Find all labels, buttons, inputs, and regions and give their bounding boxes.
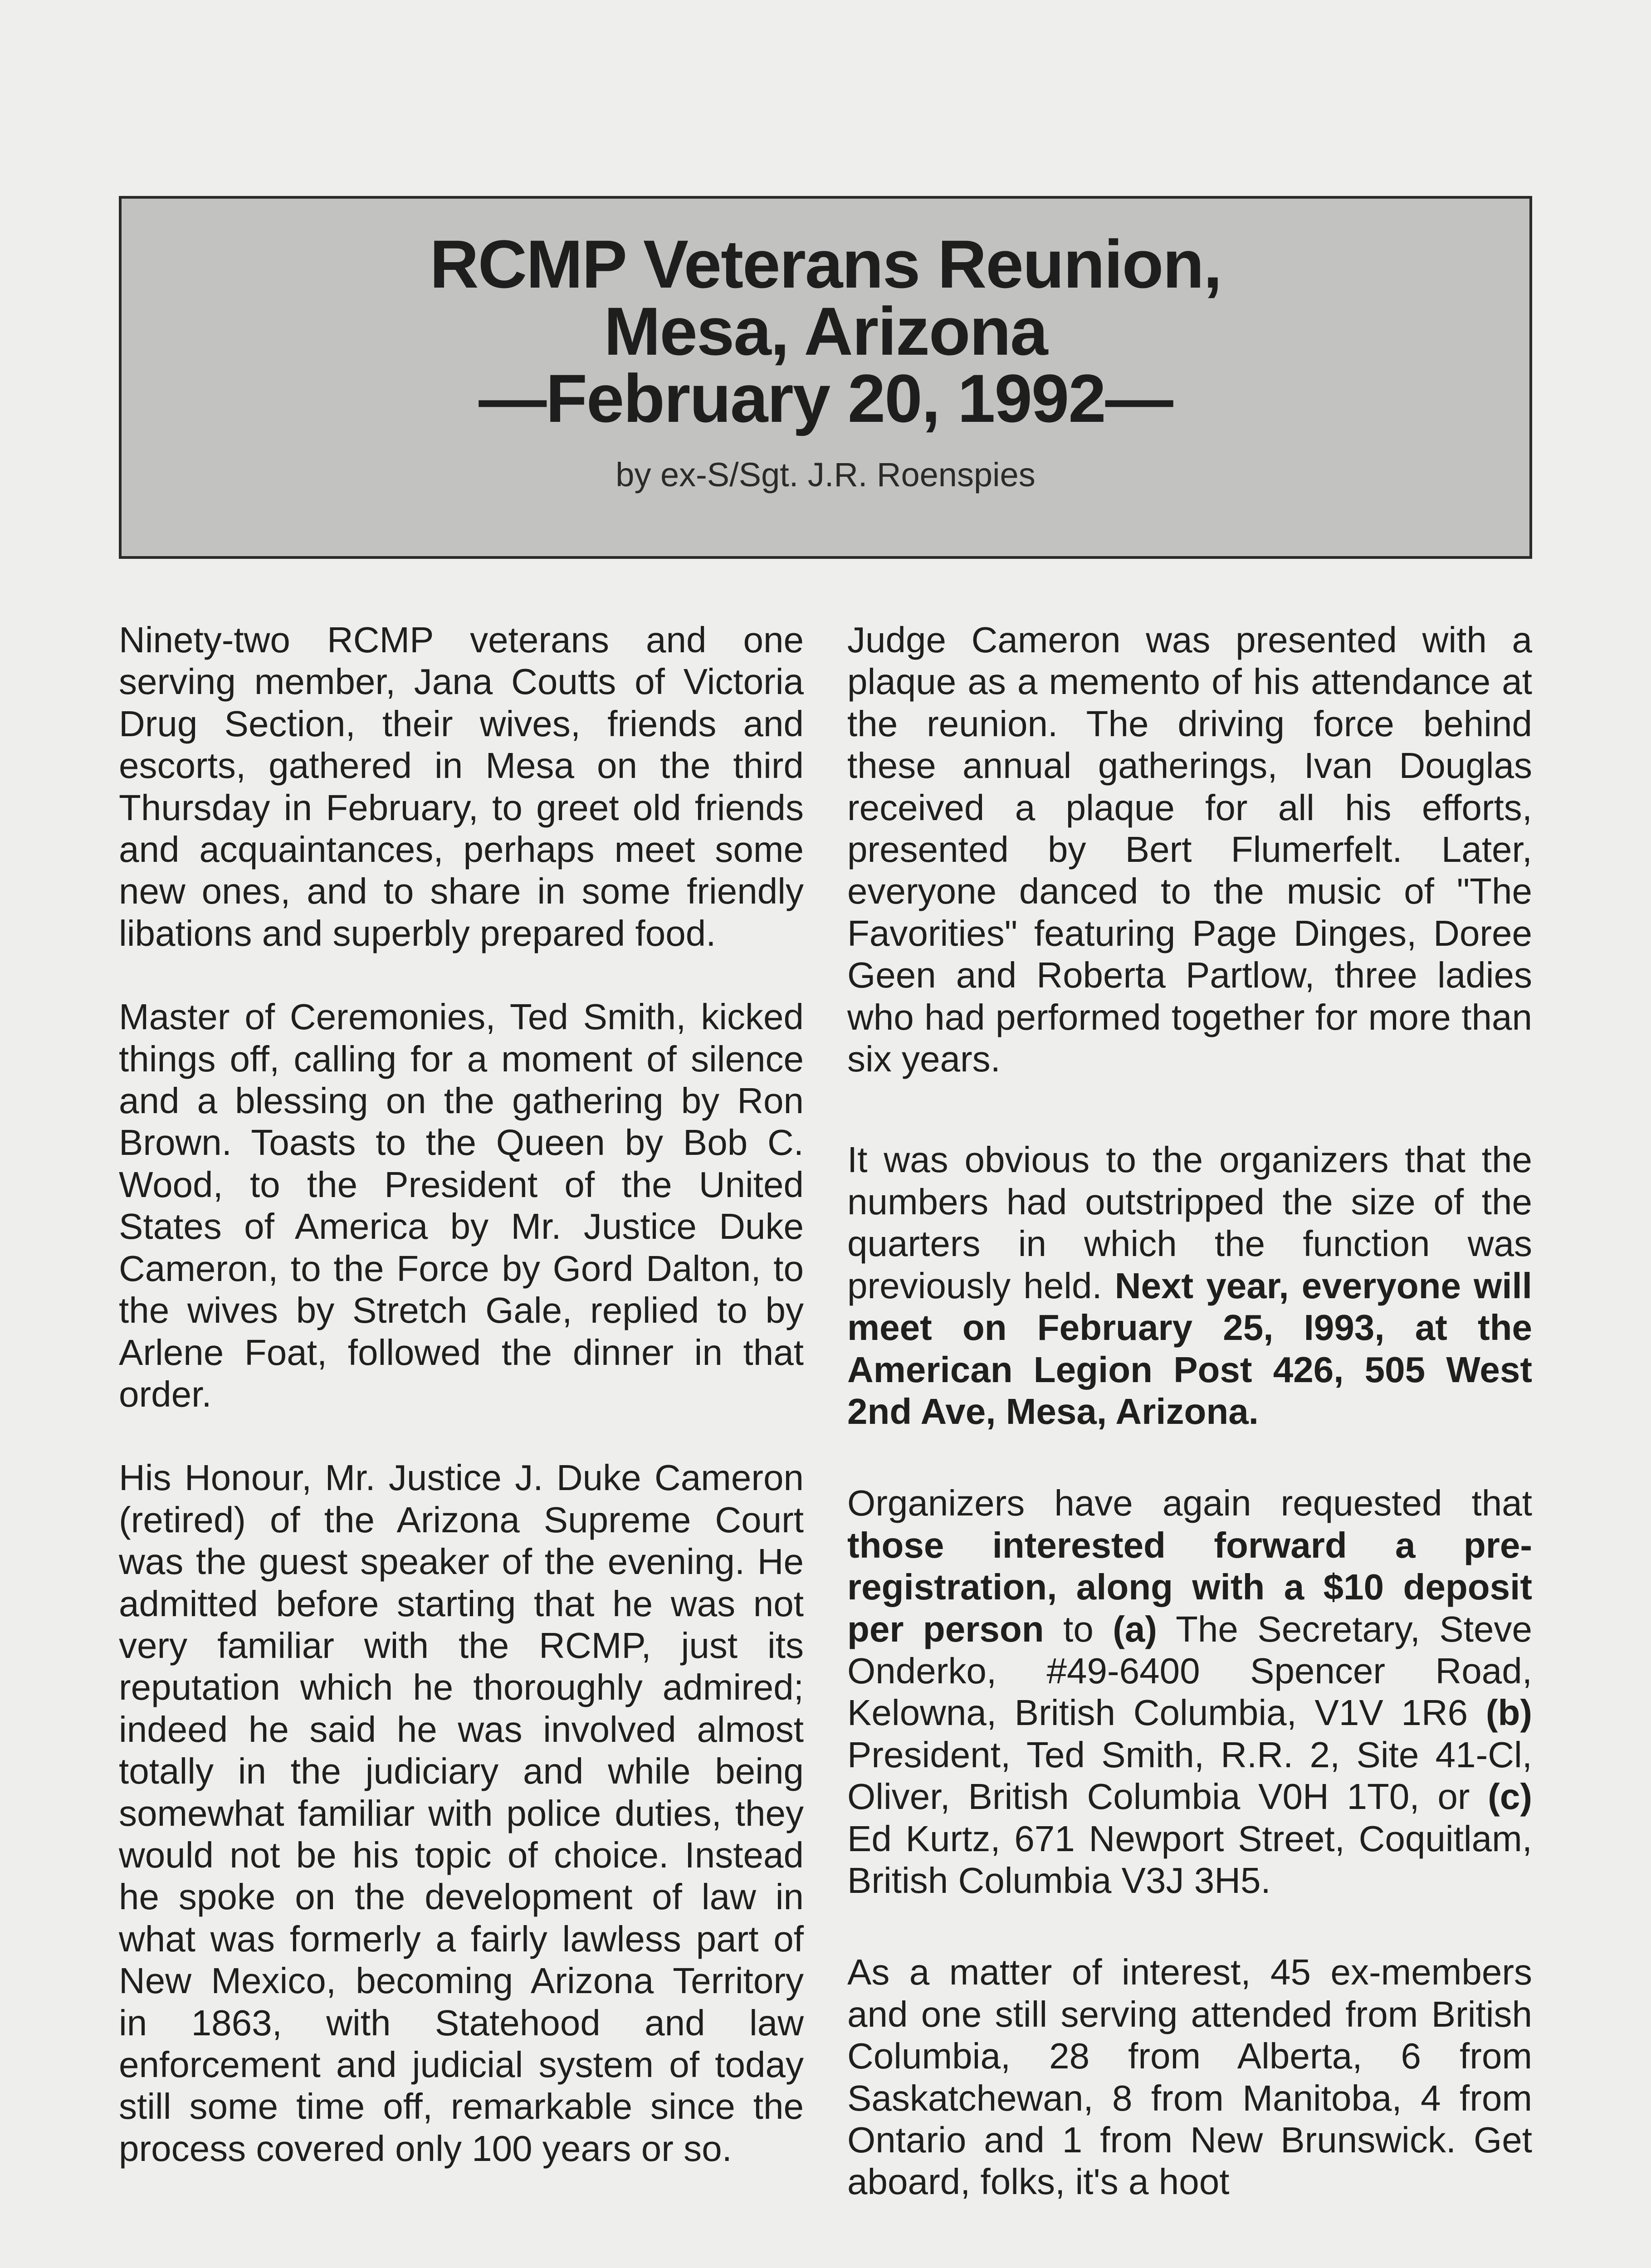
- article-title-line-1: RCMP Veterans Reunion,: [430, 226, 1221, 302]
- paragraph-5-text: It was obvious to the organizers that the numbers had outstripped the size of the quarters in which the function was previously held.: [847, 1139, 1532, 1306]
- next-year-announcement: Next year, everyone will meet on February 25, I993, at the American Legion Post 426, 505 West 2nd Ave, Mesa, Arizona.: [847, 1265, 1533, 1432]
- paragraph-3: His Honour, Mr. Justice J. Duke Cameron (retired) of the Arizona Supreme Court was the guest speaker of the evening. He admitted before starting that he was not very familiar with the RCMP, just its reputation which he thoroughly admired; indeed he said he was involved almost totally in the judiciary and while being somewhat familiar with police duties, they would not be his topic of choice. Instead he spoke on the development of law in what was formerly a fairly lawless part of New Mexico, becoming Arizona Territory in 1863, with Statehood and law enforcement and judicial system of today still some time off, remarkable since the process covered only 100 years or so.: [119, 1457, 804, 2169]
- right-column: [847, 619, 1532, 2245]
- president-address: President, Ted Smith, R.R. 2, Site 41-Cl, Oliver, British Columbia V0H 1T0, or: [847, 1734, 1532, 1817]
- option-b-label: (b): [1485, 1692, 1532, 1733]
- title-box: [119, 196, 1532, 559]
- article-title-line-2: Mesa, Arizona: [604, 293, 1047, 369]
- paragraph-6: [847, 1482, 1532, 1901]
- paragraph-2: Master of Ceremonies, Ted Smith, kicked things off, calling for a moment of silence and a blessing on the gathering by Ron Brown. Toasts to the Queen by Bob C. Wood, to the President of the United States of America by Mr. Justice Duke Cameron, to the Force by Gord Dalton, to the wives by Stretch Gale, replied to by Arlene Foat, followed the dinner in that order.: [119, 997, 804, 1414]
- option-c-label: (c): [1488, 1776, 1532, 1817]
- paragraph-1: Ninety-two RCMP veterans and one serving member, Jana Coutts of Victoria Drug Section, their wives, friends and escorts, gathered in Mesa on the third Thursday in February, to greet old friends and acquaintances, perhaps meet some new ones, and to share in some friendly libations and superbly prepared food.: [119, 620, 804, 953]
- secretary-address: The Secretary, Steve Onderko, #49-6400 Spencer Road, Kelowna, British Columbia, V1V 1R6: [847, 1608, 1533, 1733]
- paragraph-7: As a matter of interest, 45 ex-members and one still serving attended from British Columbia, 28 from Alberta, 6 from Saskatchewan, 8 from Manitoba, 4 from Ontario and 1 from New Brunswick. Get aboard, folks, it's a hoot: [847, 1952, 1532, 2202]
- left-column: [119, 619, 804, 2211]
- option-a-label: (a): [1113, 1608, 1158, 1649]
- byline: by ex-S/Sgt. J.R. Roenspies: [615, 456, 1036, 494]
- paragraph-5: [847, 1139, 1532, 1432]
- paragraph-6-intro: Organizers have again requested that: [847, 1483, 1532, 1524]
- paragraph-4: Judge Cameron was presented with a plaque as a memento of his attendance at the reunion. The driving force behind these annual gatherings, Ivan Douglas received a plaque for all his efforts, presented by Bert Flumerfelt. Later, everyone danced to the music of "The Favorities" featuring Page Dinges, Doree Geen and Roberta Partlow, three ladies who had performed together for more than six years.: [847, 620, 1532, 1080]
- paragraph-6-to: to: [1063, 1608, 1094, 1649]
- kurtz-address: Ed Kurtz, 671 Newport Street, Coquitlam, British Columbia V3J 3H5.: [847, 1818, 1532, 1901]
- registration-request: those interested forward a pre-registration, along with a $10 deposit per person: [847, 1525, 1532, 1649]
- article-title-line-3: —February 20, 1992—: [479, 360, 1172, 436]
